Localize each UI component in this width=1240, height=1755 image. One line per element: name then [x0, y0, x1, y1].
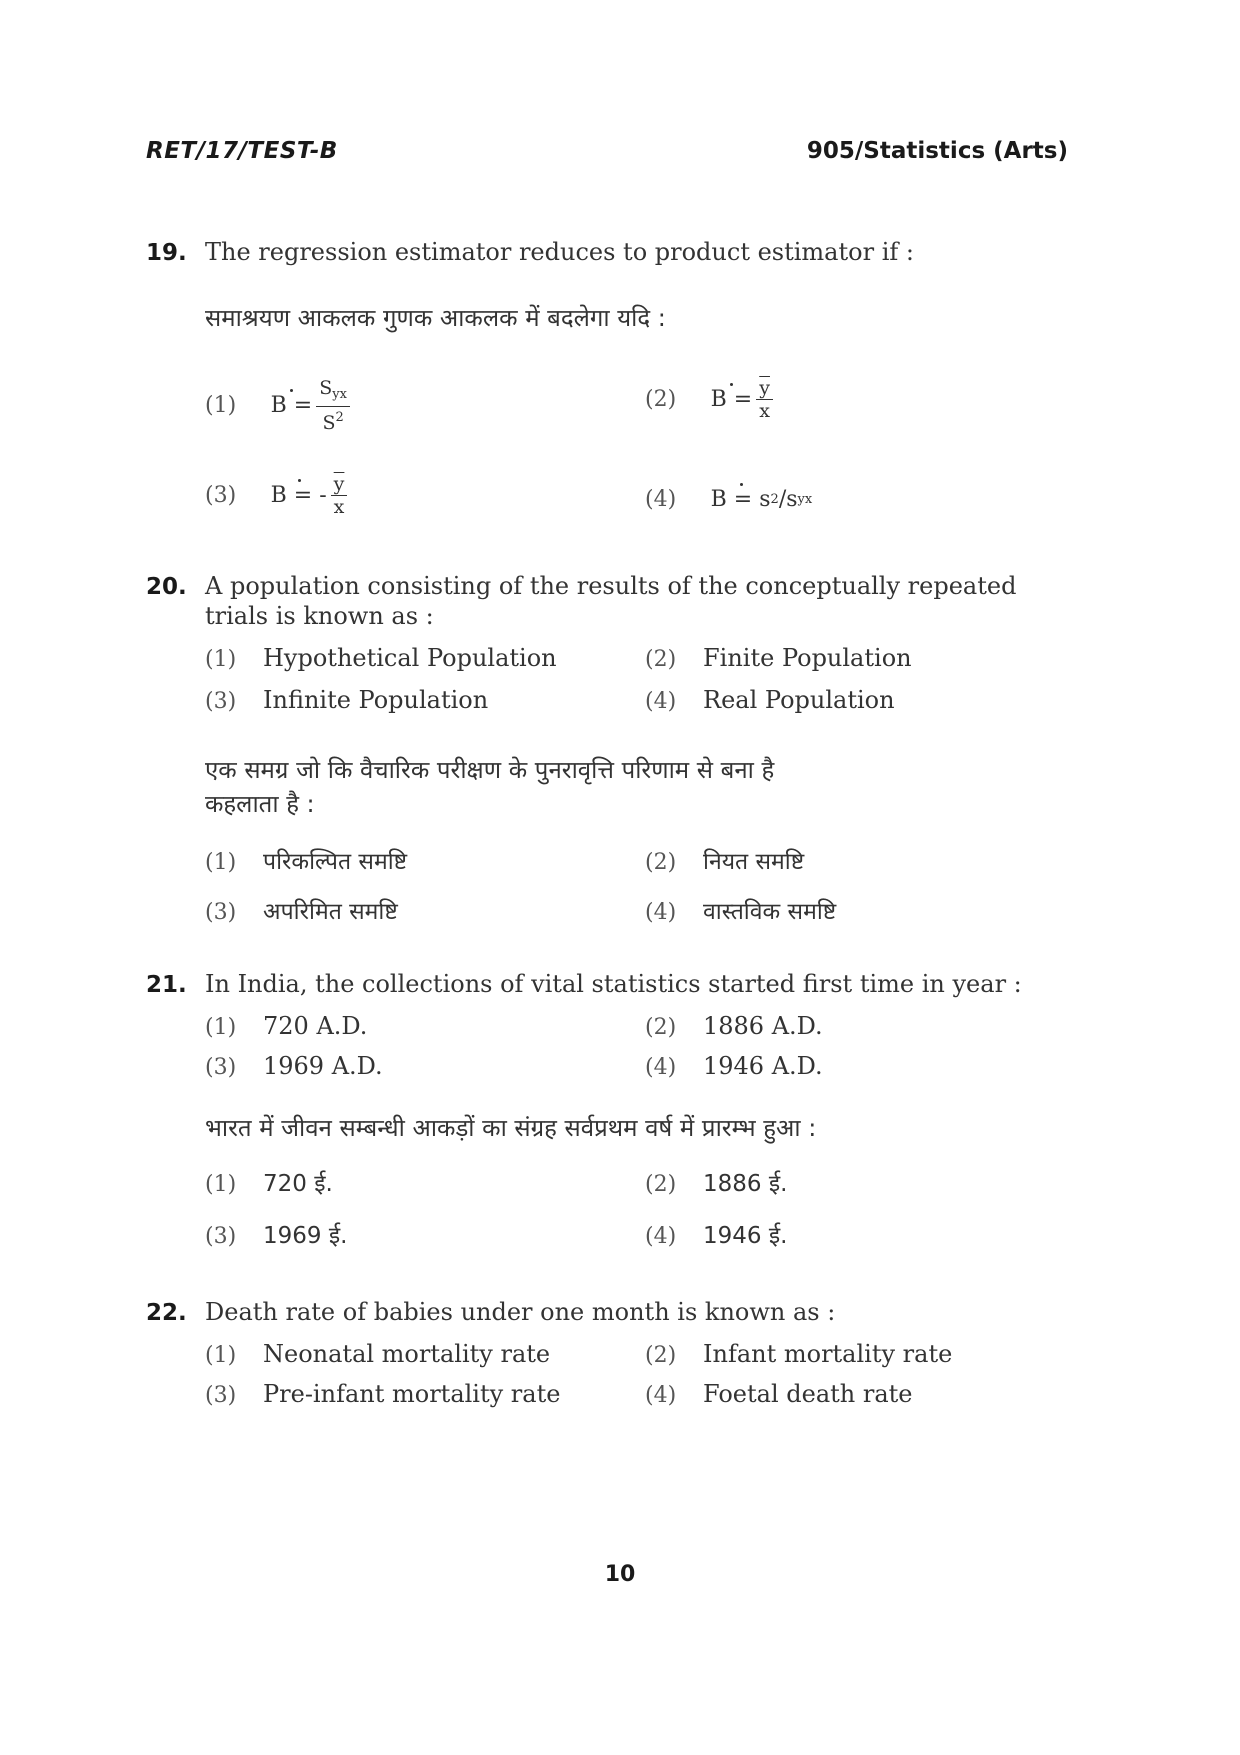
question-20-hindi-option-4[interactable] — [645, 894, 836, 926]
question-21-number: 21. — [146, 972, 187, 998]
paper-code: RET/17/TEST-B — [146, 138, 338, 164]
denominator: S — [322, 412, 336, 434]
numerator: $\overline{y}$ — [756, 378, 773, 400]
option-number: (1) — [205, 1172, 237, 1197]
option-number: (3) — [205, 1224, 237, 1249]
formula-b-equals-syx-over-s2 — [271, 378, 350, 433]
option-number: (1) — [205, 850, 237, 875]
subscript: yx — [797, 492, 813, 507]
question-21-hindi-option-2[interactable] — [645, 1166, 787, 1198]
question-20-option-4[interactable] — [645, 686, 895, 714]
option-label: Infinite Population — [263, 686, 489, 714]
option-number: (3) — [205, 900, 237, 925]
subject-title: 905/Statistics (Arts) — [806, 138, 1068, 164]
option-number: (4) — [645, 1383, 677, 1408]
question-20-hindi-option-1[interactable] — [205, 844, 407, 876]
option-number: (4) — [645, 689, 677, 714]
page-number: 10 — [604, 1562, 636, 1587]
option-label: 720 A.D. — [263, 1012, 368, 1040]
option-label: 1969 ई. — [263, 1223, 348, 1249]
question-19-text: The regression estimator reduces to product estimator if : — [205, 238, 914, 266]
option-label: Infant mortality rate — [703, 1340, 953, 1368]
denominator-superscript: 2 — [335, 410, 344, 425]
option-label: Finite Population — [703, 644, 912, 672]
option-label: परिकल्पित समष्टि — [263, 849, 408, 875]
question-21-hindi-option-4[interactable] — [645, 1218, 787, 1250]
question-20-hindi-option-3[interactable] — [205, 894, 398, 926]
question-19-option-2[interactable] — [645, 378, 773, 421]
option-label: 720 ई. — [263, 1171, 333, 1197]
option-label: Real Population — [703, 686, 895, 714]
question-20-text-line-1: A population consisting of the results of the conceptually repeated — [205, 572, 1017, 600]
numerator-subscript: yx — [332, 387, 347, 402]
option-number: (2) — [645, 1172, 677, 1197]
denominator: x — [759, 400, 770, 422]
fraction — [756, 378, 773, 421]
question-20-hindi-option-2[interactable] — [645, 844, 804, 876]
option-number: (3) — [205, 1055, 237, 1080]
option-label: 1886 ई. — [703, 1171, 788, 1197]
question-21-option-4[interactable] — [645, 1052, 823, 1080]
question-21-option-1[interactable] — [205, 1012, 367, 1040]
question-22-option-4[interactable] — [645, 1380, 912, 1408]
question-22-number: 22. — [146, 1300, 187, 1326]
question-19-option-4[interactable] — [645, 484, 812, 512]
option-label: 1969 A.D. — [263, 1052, 383, 1080]
superscript: 2 — [770, 492, 779, 507]
question-22-text: Death rate of babies under one month is known as : — [205, 1298, 836, 1326]
question-22-option-1[interactable] — [205, 1340, 550, 1368]
b-hat-lhs: B = — [270, 393, 313, 418]
option-number: (1) — [205, 647, 237, 672]
option-number: (2) — [645, 1343, 677, 1368]
question-22-option-3[interactable] — [205, 1380, 560, 1408]
option-label: Hypothetical Population — [263, 644, 557, 672]
option-label: अपरिमित समष्टि — [263, 899, 398, 925]
option-number: (4) — [645, 900, 677, 925]
question-20-option-3[interactable] — [205, 686, 488, 714]
option-label: वास्तविक समष्टि — [703, 899, 837, 925]
question-21-hindi-option-1[interactable] — [205, 1166, 333, 1198]
numerator: S — [319, 377, 333, 399]
option-number: (4) — [645, 487, 677, 512]
option-number: (2) — [645, 647, 677, 672]
fraction — [331, 474, 348, 517]
question-21-hindi-text: भारत में जीवन सम्बन्धी आकड़ों का संग्रह सर्वप्रथम वर्ष में प्रारम्भ हुआ : — [205, 1114, 817, 1142]
option-label: Foetal death rate — [703, 1380, 913, 1408]
option-number: (2) — [645, 387, 677, 412]
denominator: x — [333, 496, 345, 518]
option-number: (4) — [645, 1224, 677, 1249]
b-hat-lhs: B = s — [710, 487, 771, 512]
option-number: (1) — [205, 393, 237, 418]
option-label: Neonatal mortality rate — [263, 1340, 551, 1368]
question-20-hindi-line-1: एक समग्र जो कि वैचारिक परीक्षण के पुनरावृत्ति परिणाम से बना है — [205, 756, 775, 784]
option-number: (2) — [645, 1015, 677, 1040]
formula-b-equals-ybar-over-xbar — [711, 378, 773, 421]
question-20-option-1[interactable] — [205, 644, 557, 672]
option-label: नियत समष्टि — [703, 849, 805, 875]
question-19-option-3[interactable] — [205, 474, 347, 517]
question-19-option-1[interactable] — [205, 378, 350, 433]
question-20-text-line-2: trials is known as : — [205, 602, 434, 630]
option-number: (1) — [205, 1343, 237, 1368]
option-number: (1) — [205, 1015, 237, 1040]
option-number: (4) — [645, 1055, 677, 1080]
question-22-option-2[interactable] — [645, 1340, 952, 1368]
question-19-hindi-text: समाश्रयण आकलक गुणक आकलक में बदलेगा यदि : — [205, 304, 666, 332]
question-21-hindi-option-3[interactable] — [205, 1218, 347, 1250]
option-number: (3) — [205, 689, 237, 714]
question-20-hindi-line-2: कहलाता है : — [205, 790, 315, 818]
question-19-number: 19. — [146, 240, 187, 266]
question-21-text: In India, the collections of vital statistics started first time in year : — [205, 970, 1022, 998]
question-20-option-2[interactable] — [645, 644, 912, 672]
option-label: 1946 A.D. — [703, 1052, 823, 1080]
formula-rest: /s — [778, 487, 798, 512]
fraction — [316, 378, 350, 433]
question-21-option-3[interactable] — [205, 1052, 383, 1080]
formula-b-equals-minus-ybar-over-xbar — [271, 474, 348, 517]
option-label: 1946 ई. — [703, 1223, 788, 1249]
b-hat-lhs: B = - — [270, 483, 327, 508]
option-label: 1886 A.D. — [703, 1012, 823, 1040]
numerator: $\overline{y}$ — [331, 474, 348, 496]
formula-b-equals-s2-over-syx — [711, 487, 813, 512]
b-hat-lhs: B = — [710, 387, 753, 412]
option-number: (3) — [205, 1383, 237, 1408]
option-label: Pre-infant mortality rate — [263, 1380, 561, 1408]
question-20-number: 20. — [146, 574, 187, 600]
question-21-option-2[interactable] — [645, 1012, 823, 1040]
option-number: (3) — [205, 483, 237, 508]
option-number: (2) — [645, 850, 677, 875]
